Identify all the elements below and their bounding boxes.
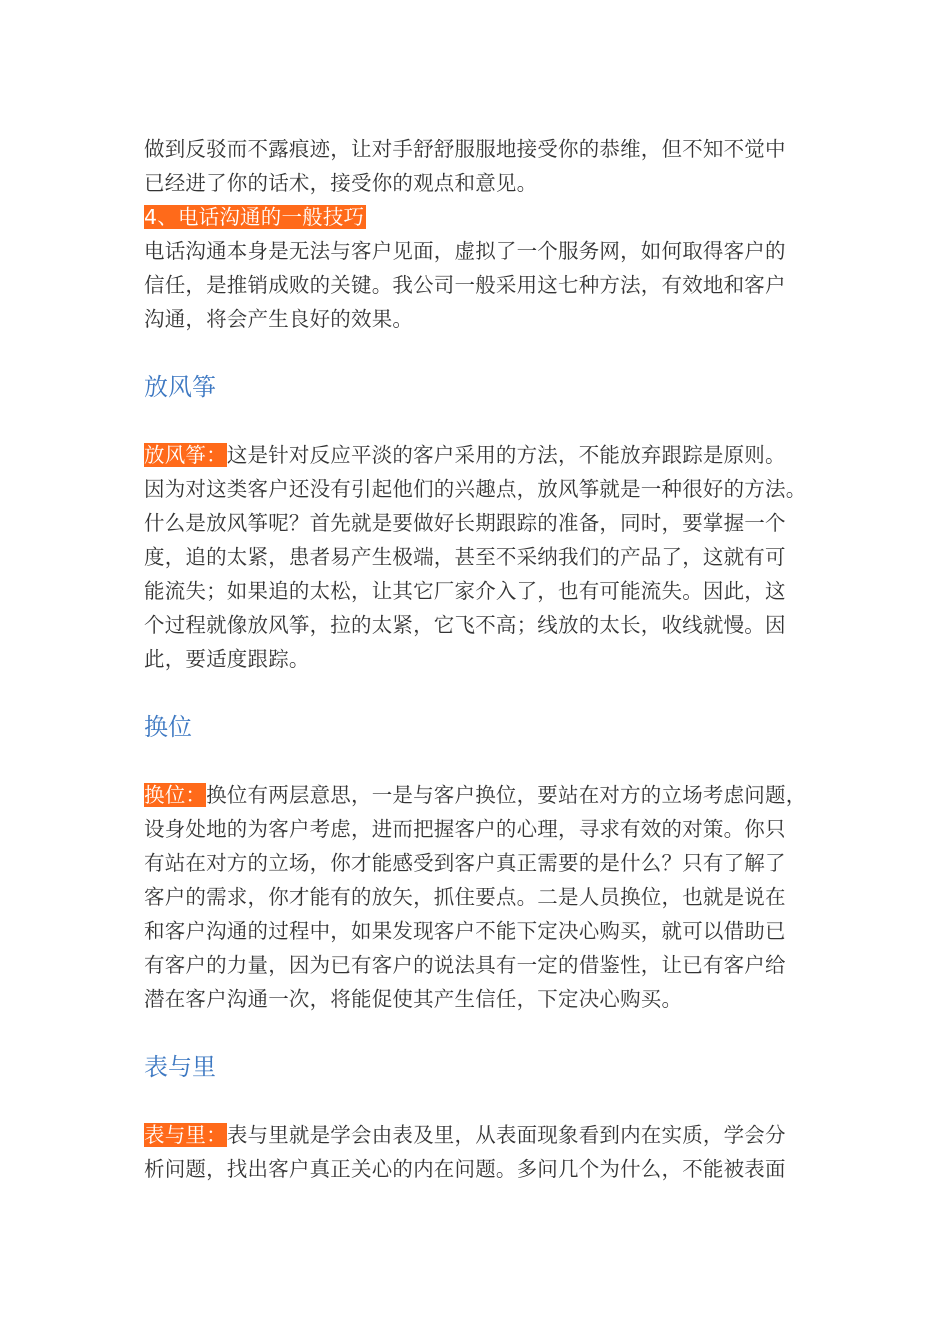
text-span: 这是针对反应平淡的客户采用的方法，不能放弃跟踪是原则。 bbox=[226, 443, 786, 467]
intro-paragraph bbox=[144, 132, 824, 200]
text-line: 因为对这类客户还没有引起他们的兴趣点，放风筝就是一种很好的方法。 bbox=[144, 477, 807, 501]
section-4-title-line bbox=[144, 200, 824, 234]
text-line: 个过程就像放风筝，拉的太紧，它飞不高；线放的太长，收线就慢。因 bbox=[144, 613, 786, 637]
text-line bbox=[144, 1118, 824, 1152]
text-line: 能流失；如果追的太松，让其它厂家介入了，也有可能流失。因此，这 bbox=[144, 579, 786, 603]
text-line: 度，追的太紧，患者易产生极端，甚至不采纳我们的产品了，这就有可 bbox=[144, 545, 786, 569]
highlighted-label: 放风筝： bbox=[144, 443, 227, 467]
text-span: 表与里就是学会由表及里，从表面现象看到内在实质，学会分 bbox=[226, 1123, 786, 1147]
text-line: 客户的需求，你才能有的放矢，抓住要点。二是人员换位，也就是说在 bbox=[144, 885, 786, 909]
text-line bbox=[144, 438, 824, 472]
highlighted-label: 换位： bbox=[144, 783, 207, 807]
section-heading-swap: 换位 bbox=[144, 713, 192, 741]
text-line: 和客户沟通的过程中，如果发现客户不能下定决心购买，就可以借助已 bbox=[144, 919, 786, 943]
text-span: 换位有两层意思，一是与客户换位，要站在对方的立场考虑问题， bbox=[206, 783, 807, 807]
text-line: 做到反驳而不露痕迹，让对手舒舒服服地接受你的恭维，但不知不觉中 bbox=[144, 137, 786, 161]
highlighted-section-title: 4、电话沟通的一般技巧 bbox=[144, 205, 365, 229]
text-line: 信任，是推销成败的关键。我公司一般采用这七种方法，有效地和客户 bbox=[144, 273, 786, 297]
text-line: 有站在对方的立场，你才能感受到客户真正需要的是什么？只有了解了 bbox=[144, 851, 786, 875]
text-line: 有客户的力量，因为已有客户的说法具有一定的借鉴性，让已有客户给 bbox=[144, 953, 786, 977]
text-line: 什么是放风筝呢？首先就是要做好长期跟踪的准备，同时，要掌握一个 bbox=[144, 511, 786, 535]
highlighted-label: 表与里： bbox=[144, 1123, 227, 1147]
text-line: 潜在客户沟通一次，将能促使其产生信任，下定决心购买。 bbox=[144, 987, 683, 1011]
text-line bbox=[144, 778, 824, 812]
document-page bbox=[144, 132, 824, 1186]
text-line: 电话沟通本身是无法与客户见面，虚拟了一个服务网，如何取得客户的 bbox=[144, 239, 786, 263]
section-heading-kite: 放风筝 bbox=[144, 373, 216, 401]
text-line: 已经进了你的话术，接受你的观点和意见。 bbox=[144, 171, 538, 195]
text-line: 设身处地的为客户考虑，进而把握客户的心理，寻求有效的对策。你只 bbox=[144, 817, 786, 841]
text-line: 此，要适度跟踪。 bbox=[144, 647, 310, 671]
text-line: 沟通，将会产生良好的效果。 bbox=[144, 307, 414, 331]
section-swap bbox=[144, 710, 824, 1016]
section-4 bbox=[144, 200, 824, 336]
section-heading-surface: 表与里 bbox=[144, 1053, 216, 1081]
text-line: 析问题，找出客户真正关心的内在问题。多问几个为什么，不能被表面 bbox=[144, 1157, 786, 1181]
section-surface bbox=[144, 1050, 824, 1186]
section-kite bbox=[144, 370, 824, 676]
